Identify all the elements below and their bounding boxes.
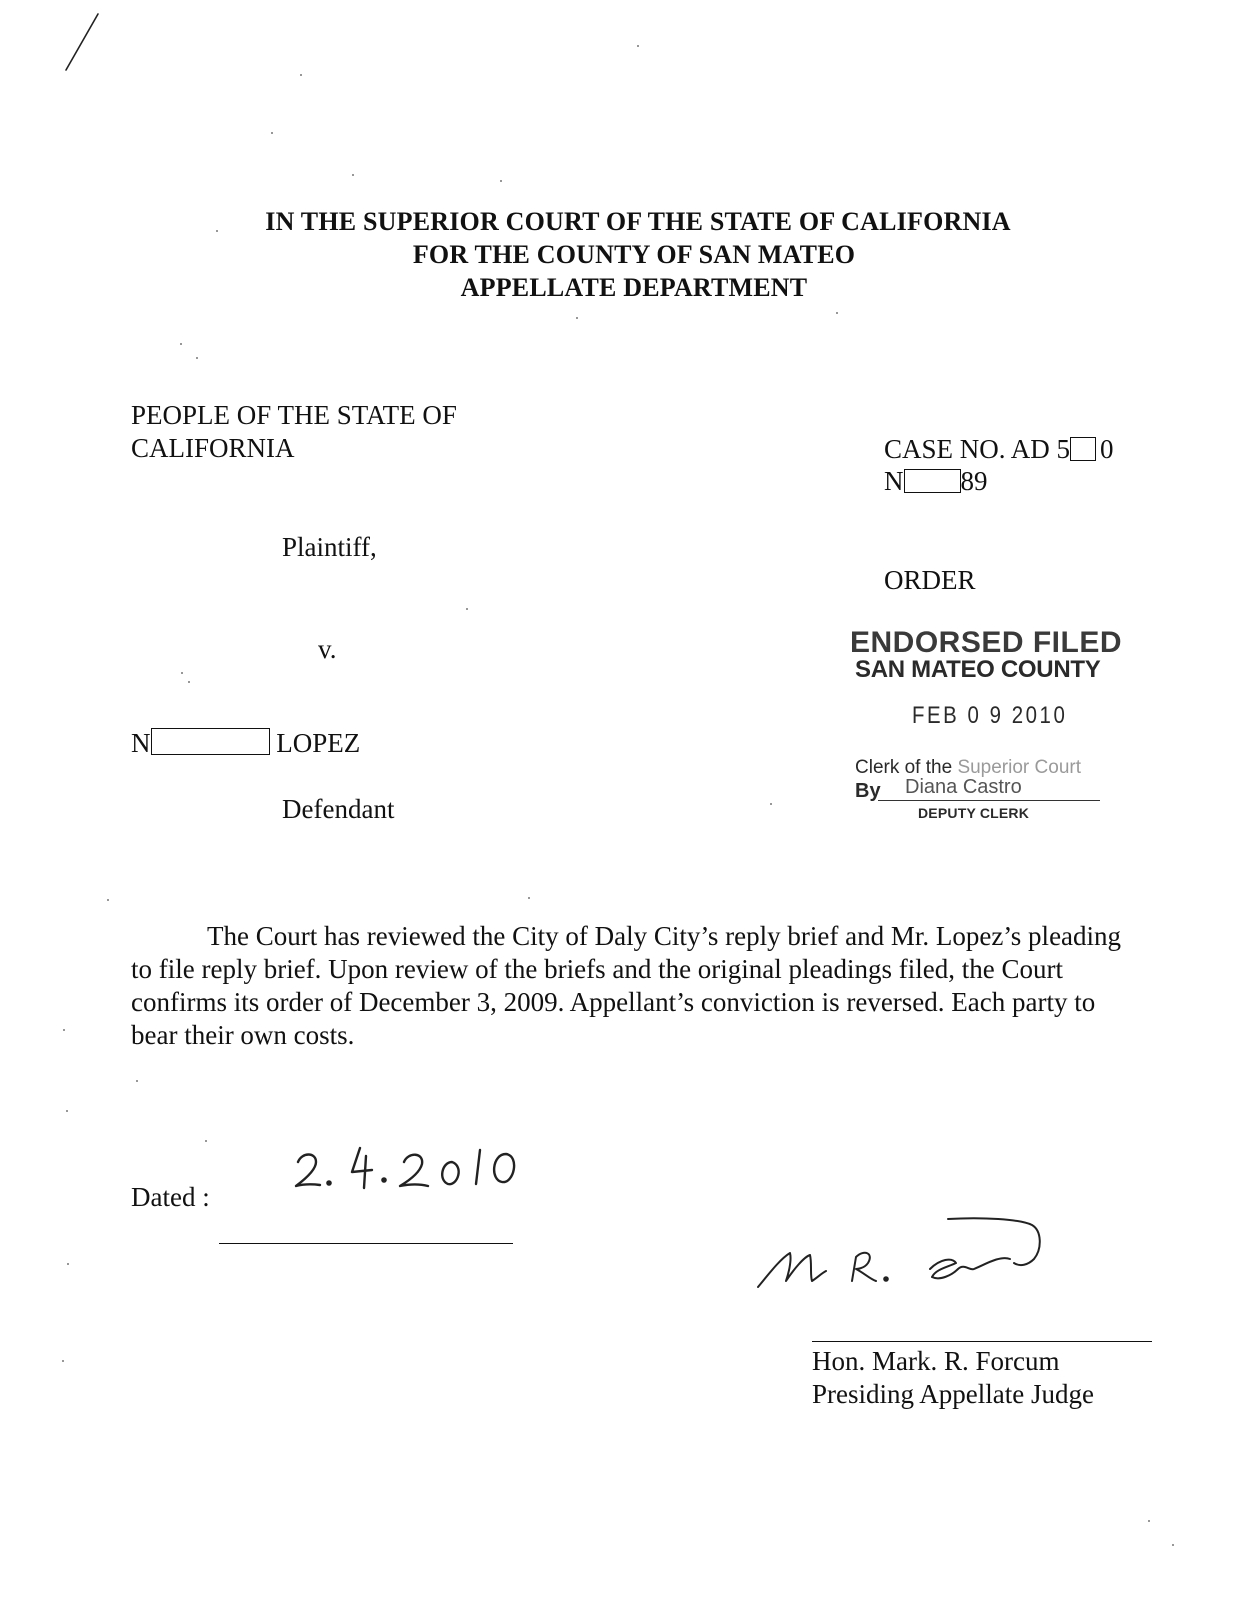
stamp-by-label: By	[855, 780, 881, 802]
plaintiff-role: Plaintiff,	[282, 532, 377, 562]
court-name: IN THE SUPERIOR COURT OF THE STATE OF CALIFORNIA	[265, 207, 1011, 236]
court-department: APPELLATE DEPARTMENT	[460, 273, 808, 302]
stamp-endorsed-filed: ENDORSED FILED	[850, 626, 1123, 659]
defendant-initial: N	[131, 728, 151, 758]
stamp-date: FEB 0 9 2010	[912, 702, 1068, 729]
plaintiff-name-line1: PEOPLE OF THE STATE OF	[131, 400, 457, 430]
case-number-suffix: 0	[1100, 434, 1114, 464]
order-paragraph: The Court has reviewed the City of Daly City’s reply brief and Mr. Lopez’s pleading to file reply brief. Upon review of the briefs and the original pleadings filed, the Court confirms its order of December 3, 2009. Appellant’s conviction is reversed. Each party to bear their own costs.	[131, 921, 1122, 1050]
redaction-box	[1070, 437, 1096, 461]
stamp-deputy-name: Diana Castro	[905, 776, 1022, 798]
defendant-name	[131, 726, 360, 760]
judge-signature	[752, 1195, 1062, 1300]
handwritten-date	[292, 1140, 562, 1210]
court-county: FOR THE COUNTY OF SAN MATEO	[412, 240, 856, 269]
court-heading	[0, 205, 1256, 304]
versus: v.	[318, 634, 337, 664]
stamp-county: SAN MATEO COUNTY	[855, 656, 1101, 683]
signature-line	[812, 1341, 1152, 1342]
dated-label: Dated :	[131, 1182, 210, 1212]
defendant-surname: LOPEZ	[276, 728, 361, 758]
case-number-label: CASE NO. AD 5	[884, 434, 1071, 464]
stamp-clerk-court: Superior Court	[957, 757, 1081, 778]
stamp-deputy-title: DEPUTY CLERK	[918, 805, 1030, 821]
defendant-role: Defendant	[282, 794, 395, 824]
redaction-box	[904, 469, 961, 493]
plaintiff-name-line2: CALIFORNIA	[131, 433, 295, 463]
case-number	[884, 432, 1114, 466]
case-sub-number	[884, 464, 988, 498]
judge-name: Hon. Mark. R. Forcum	[812, 1346, 1060, 1376]
document-type: ORDER	[884, 565, 976, 595]
dated-line	[219, 1243, 513, 1244]
redaction-box	[151, 728, 270, 755]
order-body	[131, 920, 1131, 1052]
judge-title: Presiding Appellate Judge	[812, 1379, 1094, 1409]
case-sub-number-suffix: 89	[960, 466, 988, 496]
case-sub-number-prefix: N	[884, 466, 904, 496]
stamp-signature-line	[878, 800, 1100, 801]
stray-pen-mark	[60, 10, 110, 75]
stamp-clerk-label: Clerk of the	[855, 757, 953, 778]
